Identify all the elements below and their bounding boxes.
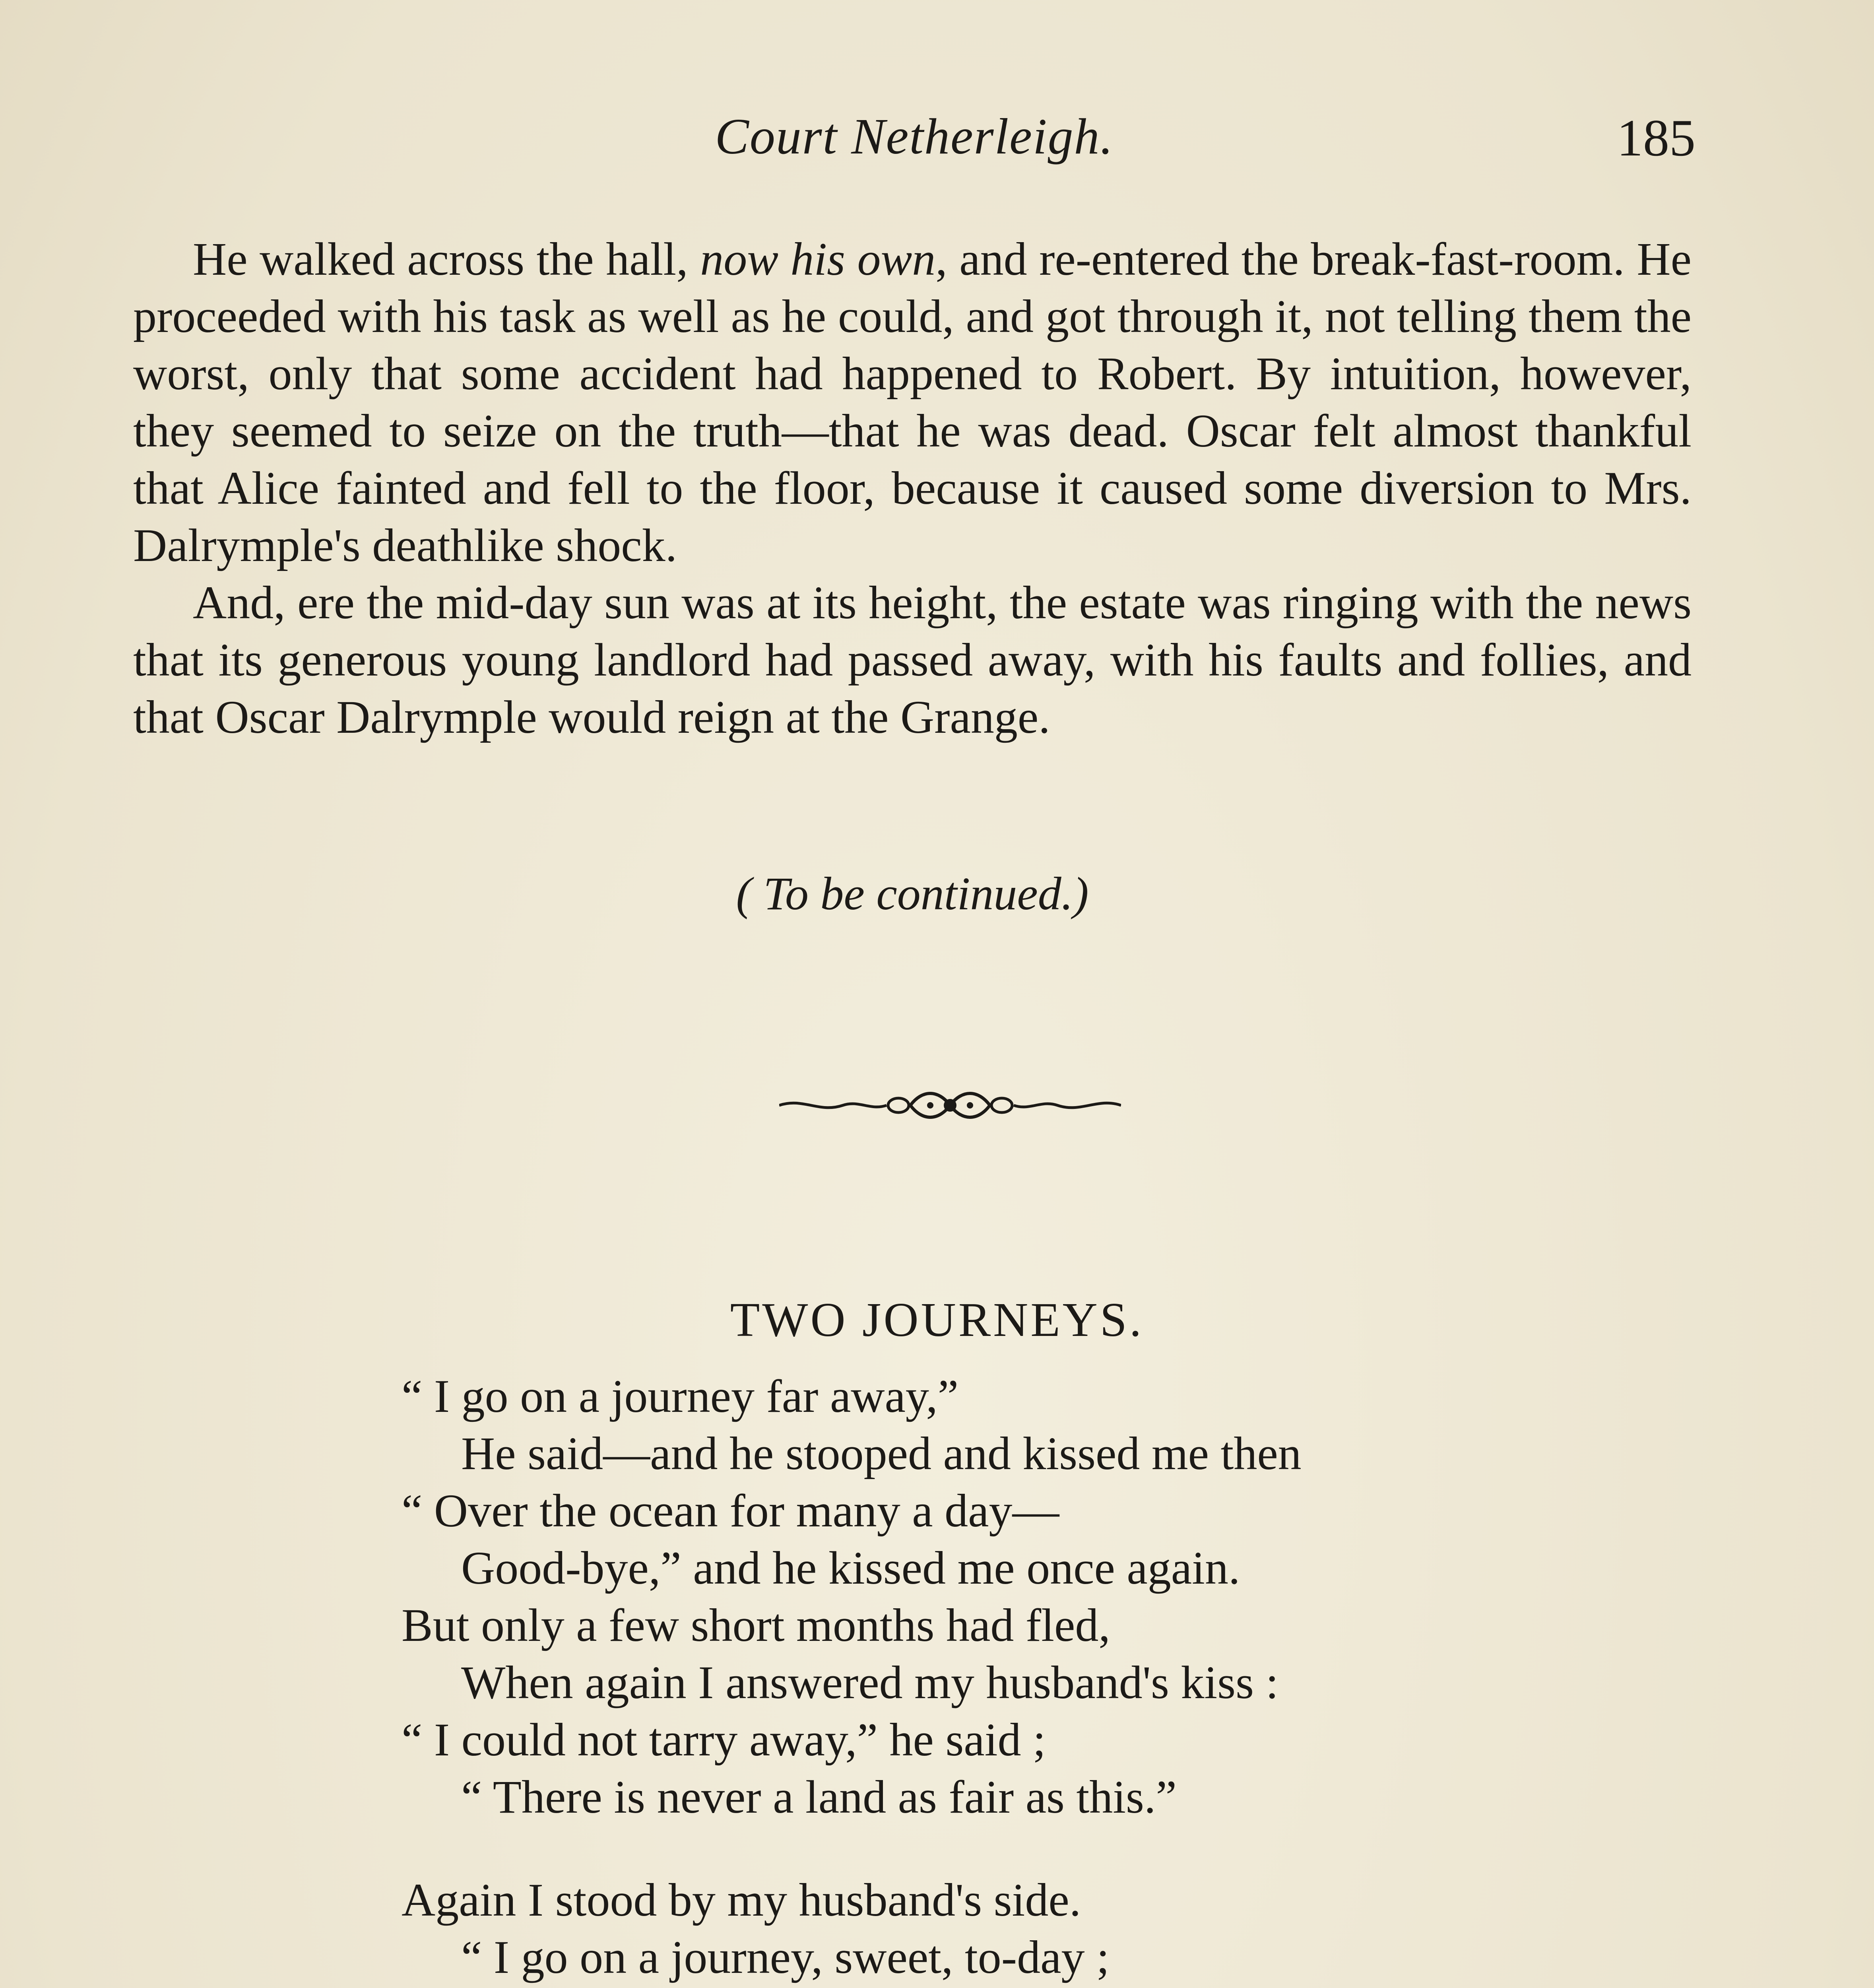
- stanza-1: [402, 1368, 1713, 1826]
- poem-line: “ I could not tarry away,” he said ;: [402, 1714, 1046, 1766]
- story-text: [133, 231, 1692, 920]
- poem-line: When again I answered my husband's kiss :: [461, 1656, 1279, 1708]
- poem-line: “ Over the ocean for many a day—: [402, 1485, 1059, 1537]
- to-be-continued: ( To be continued.): [736, 868, 1089, 920]
- poem-line: “ There is never a land as fair as this.”: [461, 1771, 1177, 1823]
- poem-line: “ I go on a journey far away,”: [402, 1370, 959, 1422]
- p1-italic: now his own: [700, 233, 936, 285]
- page-number: 185: [1617, 109, 1696, 167]
- poem-line: He said—and he stooped and kissed me then: [461, 1427, 1302, 1479]
- story-paragraph-2: And, ere the mid-day sun was at its height, the estate was ringing with the news that its generous young landlord had passed away, with his faults and follies, and that Oscar Dalrymple would reign at the Grange.: [133, 577, 1692, 743]
- p1-after: , and re-entered the break-fast-room. He proceeded with his task as well as he could, and got through it, not telling them the worst, only that some accident had happened to Robert. By intuition, however, they seemed to seize on the truth—that he was dead. Oscar felt almost thankful that Alice fainted and fell to the floor, because it caused some diversion to Mrs. Dalrymple's deathlike shock.: [133, 233, 1692, 571]
- poem-line: Again I stood by my husband's side.: [402, 1874, 1081, 1926]
- poem-line: [402, 1986, 1713, 1988]
- ornament-divider: [779, 1081, 1121, 1129]
- poem: [402, 1368, 1713, 1988]
- poem-line: But only a few short months had fled,: [402, 1599, 1110, 1651]
- poem-line: “ I go on a journey, sweet, to-day ;: [461, 1931, 1110, 1983]
- p1-before: He walked across the hall,: [193, 233, 700, 285]
- poem-title: TWO JOURNEYS.: [730, 1293, 1144, 1347]
- page-header: [133, 107, 1696, 183]
- poem-line: Good-bye,” and he kissed me once again.: [461, 1542, 1240, 1594]
- running-head: Court Netherleigh.: [715, 108, 1114, 165]
- story-paragraph-1: [133, 231, 1692, 574]
- stanza-2: [402, 1872, 1713, 1988]
